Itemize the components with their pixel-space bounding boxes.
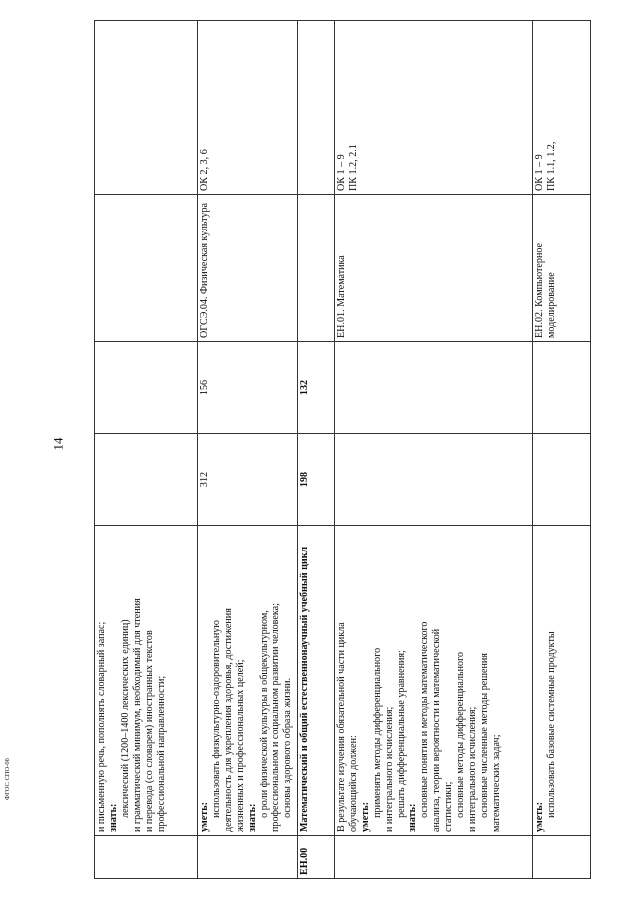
- required-hours-cell: [95, 342, 198, 434]
- description-line: использовать физкультурно-оздоровительную: [210, 620, 222, 818]
- required-hours-cell: 156: [198, 342, 298, 434]
- description-cell: [335, 526, 533, 836]
- description-line: основы здорового образа жизни.: [282, 677, 294, 818]
- max-load-cell: [95, 434, 198, 526]
- description-line: основные понятия и методы математического: [419, 621, 431, 818]
- description-line: решать дифференциальные уравнения;: [395, 650, 407, 818]
- standard-table-rotated: [94, 21, 590, 879]
- description-line: и письменную речь, пополнять словарный запас;: [96, 621, 107, 832]
- description-line: анализа, теории вероятности и математической: [431, 628, 443, 832]
- description-line: деятельность для укрепления здоровья, достижения: [222, 608, 234, 832]
- competences-cell: [95, 21, 198, 195]
- description-line: обучающийся должен:: [347, 735, 359, 832]
- footer-label: ФГОС СПО-06: [4, 758, 11, 800]
- section-label: уметь:: [534, 802, 545, 832]
- description-line: В результате изучения обязательной части цикла: [336, 622, 347, 832]
- required-hours-cell: [335, 342, 533, 434]
- description-line: применять методы дифференциального: [371, 647, 383, 818]
- table-row: [533, 21, 591, 879]
- section-label: уметь:: [199, 802, 210, 832]
- table-body: [95, 21, 591, 879]
- description-line: и перевода (со словарем) иностранных текстов: [143, 630, 155, 832]
- competences-cell: ОК 2, 3, 6: [198, 21, 298, 195]
- description-cell: [95, 526, 198, 836]
- max-load-cell: [533, 434, 591, 526]
- description-line: жизненных и профессиональных целей;: [234, 659, 246, 832]
- description-cell: [533, 526, 591, 836]
- section-label: уметь:: [359, 802, 371, 832]
- discipline-cell: ЕН.01. Математика: [335, 195, 533, 342]
- discipline-cell: ЕН.02. Компьютерное моделирование: [533, 195, 591, 342]
- discipline-cell: [298, 195, 335, 342]
- description-line: профессиональном и социальном развитии человека;: [270, 603, 282, 832]
- description-line: профессиональной направленности;: [155, 675, 167, 832]
- description-line: о роли физической культуры в общекультурном,: [258, 610, 270, 818]
- description-line: и грамматический минимум, необходимый для чтения: [131, 598, 143, 832]
- curriculum-table: [94, 20, 591, 879]
- description-line: статистики;: [443, 781, 455, 832]
- description-line: использовать базовые системные продукты: [545, 631, 557, 818]
- competences-cell: [298, 21, 335, 195]
- description-line: основные методы дифференциального: [455, 651, 467, 818]
- required-hours-cell: [533, 342, 591, 434]
- table-row: [198, 21, 298, 879]
- description-cell: [298, 526, 335, 836]
- description-line: и интегрального исчисления;: [466, 706, 478, 832]
- cycle-code-cell: [533, 836, 591, 879]
- competences-cell: ОК 1 – 9 ПК 1.2, 2.1: [335, 21, 533, 195]
- section-label: знать:: [107, 803, 119, 832]
- max-load-cell: 198: [298, 434, 335, 526]
- description-line: математических задач;: [490, 734, 502, 832]
- section-label: знать:: [407, 803, 419, 832]
- cycle-code-cell: [95, 836, 198, 879]
- required-hours-cell: 132: [298, 342, 335, 434]
- description-line: лексический (1200–1400 лексических единиц): [119, 619, 131, 818]
- cycle-code-cell: [198, 836, 298, 879]
- max-load-cell: 312: [198, 434, 298, 526]
- discipline-cell: ОГСЭ.04. Физическая культура: [198, 195, 298, 342]
- max-load-cell: [335, 434, 533, 526]
- table-row: [335, 21, 533, 879]
- discipline-cell: [95, 195, 198, 342]
- table-row: [298, 21, 335, 879]
- section-label: знать:: [246, 803, 258, 832]
- cycle-code-cell: ЕН.00: [298, 836, 335, 879]
- description-cell: [198, 526, 298, 836]
- description-line: основные численные методы решения: [478, 653, 490, 818]
- table-row: [95, 21, 198, 879]
- description-line: и интегрального исчисления;: [383, 706, 395, 832]
- page-number: 14: [50, 437, 66, 451]
- competences-cell: ОК 1 – 9 ПК 1.1, 1.2,: [533, 21, 591, 195]
- section-label: Математический и общий естественнонаучный учебный цикл: [299, 546, 310, 832]
- cycle-code-cell: [335, 836, 533, 879]
